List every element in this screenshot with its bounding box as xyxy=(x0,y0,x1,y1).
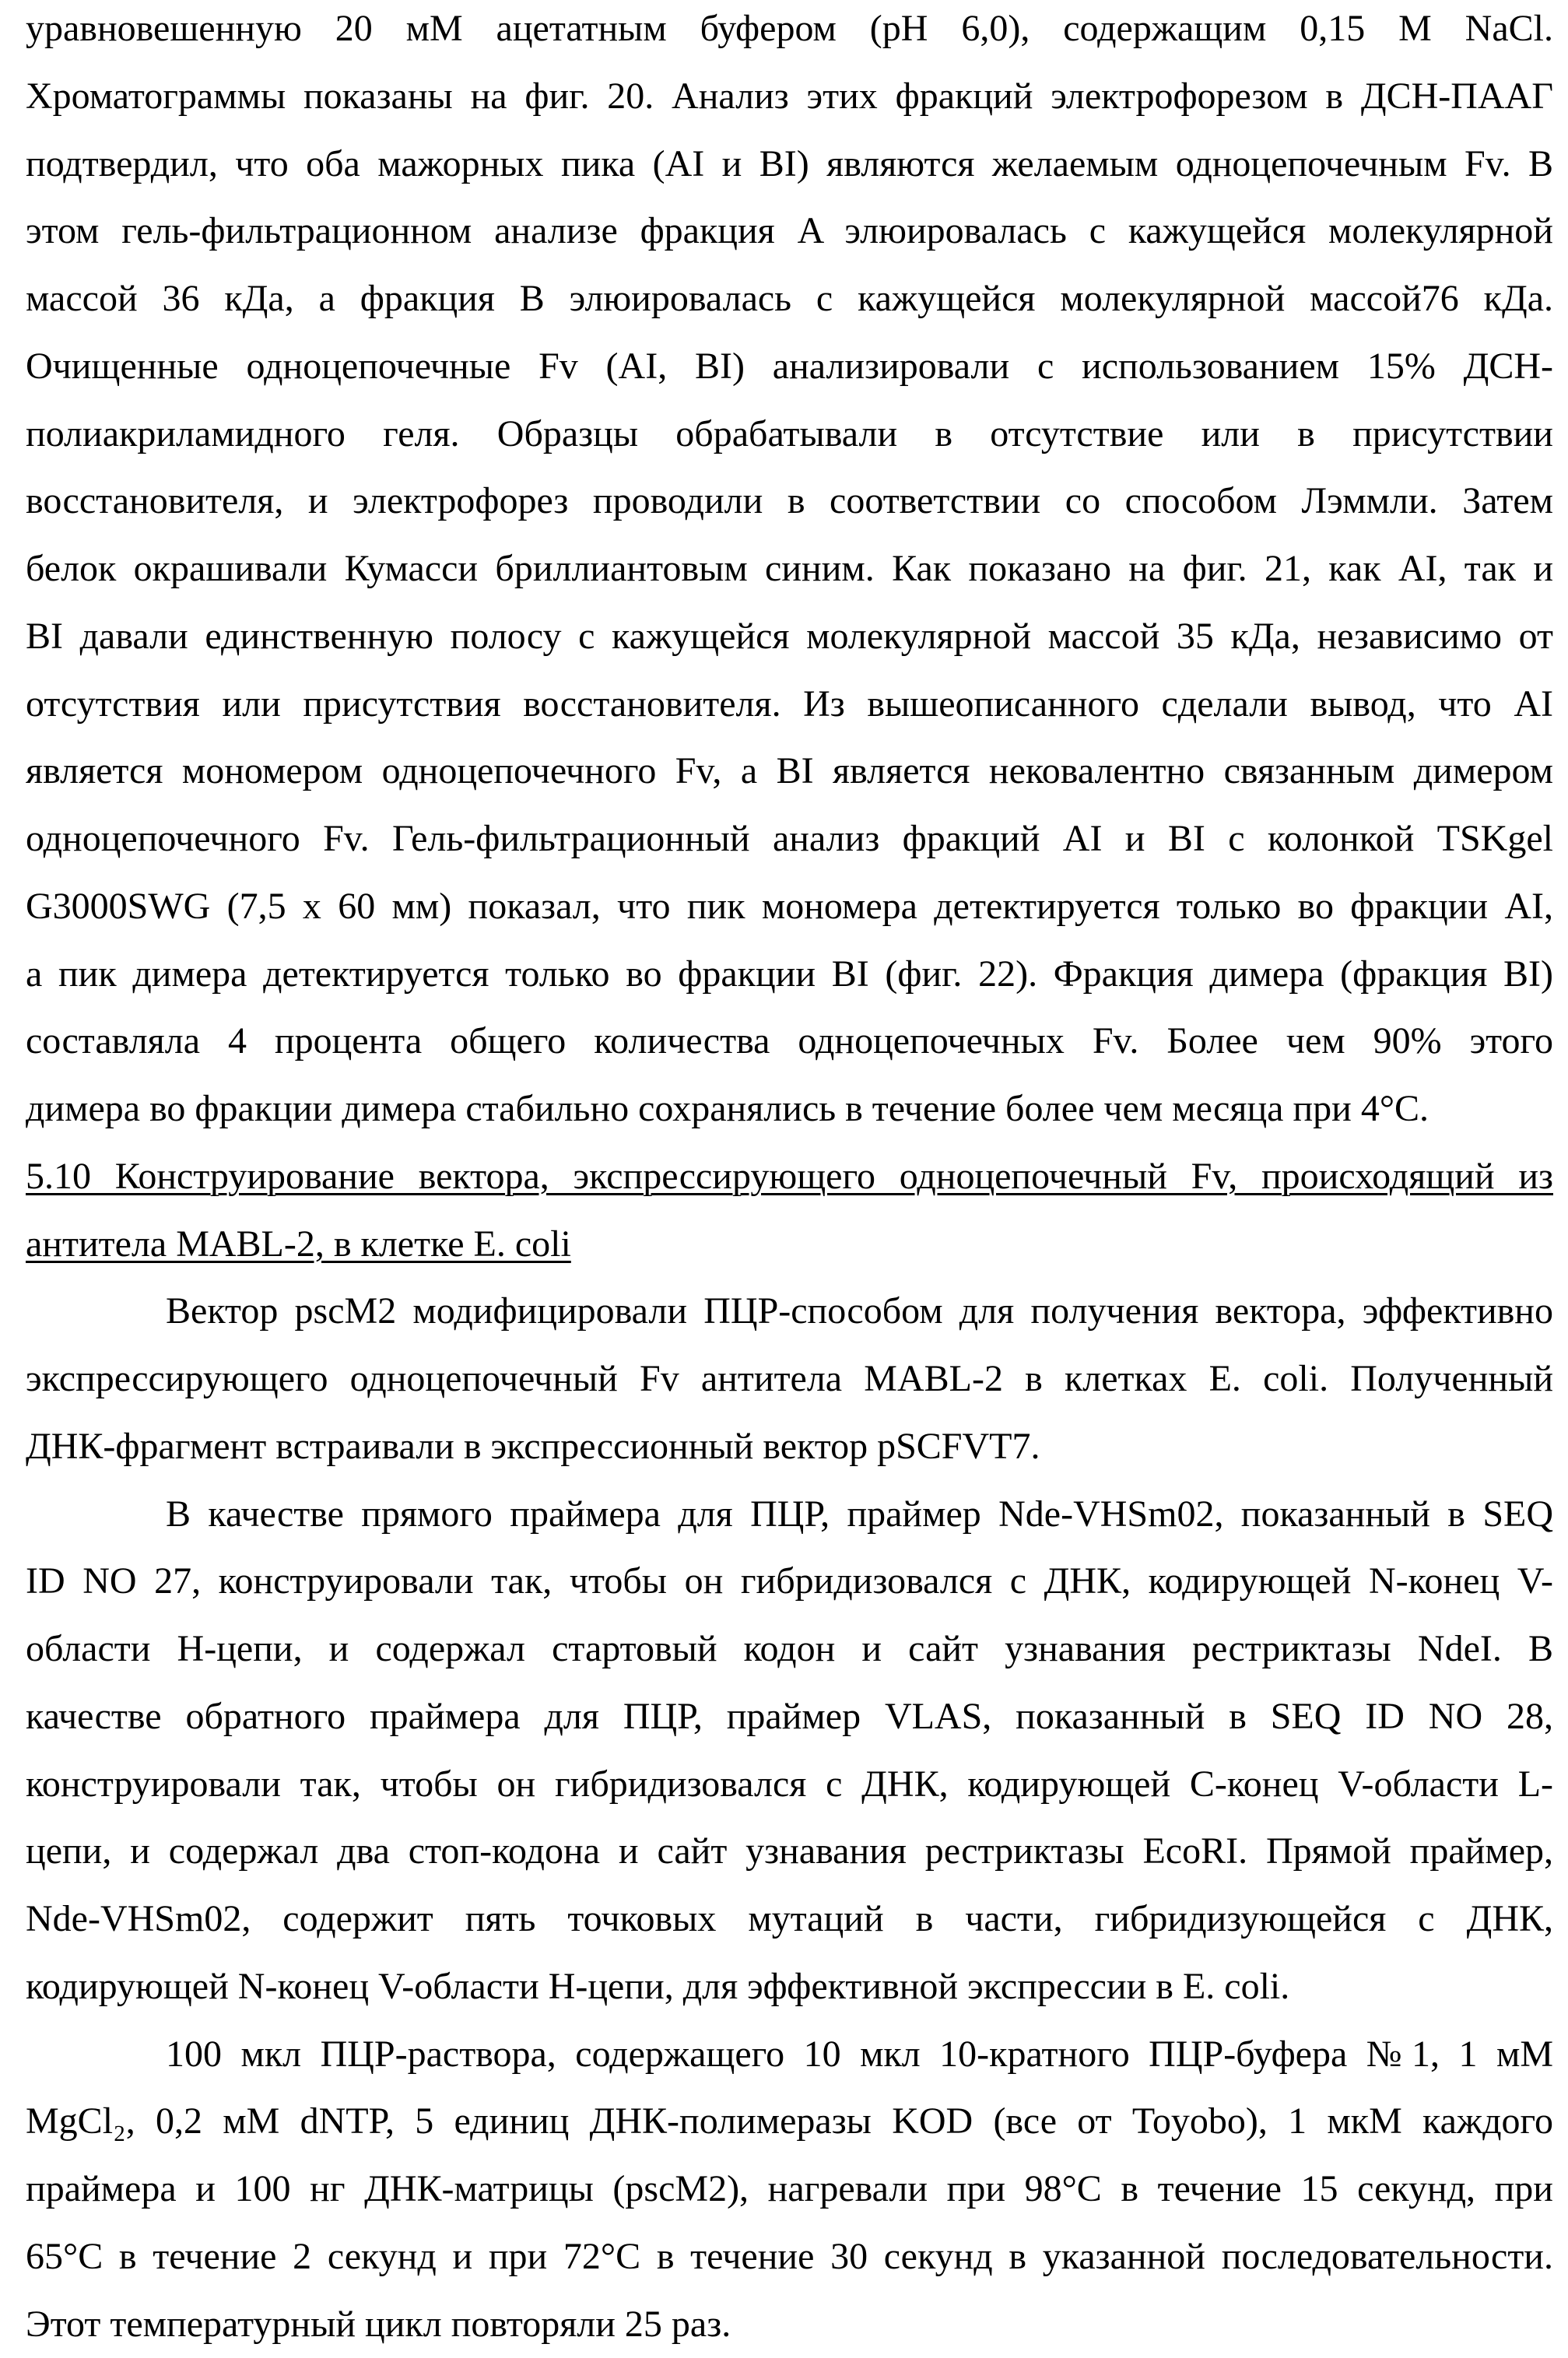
text-line: одноцепочечного Fv. Гель-фильтрационный анализ фракций AI и BI с колонкой TSKgel xyxy=(26,805,1553,873)
paragraph-p3 xyxy=(26,1481,1553,2021)
section-heading xyxy=(26,1143,1553,1279)
text-line-last: кодирующей N-конец V-области H-цепи, для эффективной экспрессии в E. coli. xyxy=(26,1953,1553,2021)
text-line: этом гель-фильтрационном анализе фракция A элюировалась с кажущейся молекулярной xyxy=(26,198,1553,265)
text-line: G3000SWG (7,5 x 60 мм) показал, что пик мономера детектируется только во фракции AI, xyxy=(26,873,1553,941)
text-line: праймера и 100 нг ДНК-матрицы (pscM2), нагревали при 98°C в течение 15 секунд, при xyxy=(26,2156,1553,2223)
document-page xyxy=(26,0,1553,2358)
text-line: Nde-VHSm02, содержит пять точковых мутаций в части, гибридизующейся с ДНК, xyxy=(26,1886,1553,1953)
text-line: полиакриламидного геля. Образцы обрабатывали в отсутствие или в присутствии xyxy=(26,401,1553,468)
text-line: массой 36 кДа, а фракция B элюировалась с кажущейся молекулярной массой76 кДа. xyxy=(26,265,1553,333)
text-line: качестве обратного праймера для ПЦР, праймер VLAS, показанный в SEQ ID NO 28, xyxy=(26,1683,1553,1751)
text-line: области H-цепи, и содержал стартовый кодон и сайт узнавания рестриктазы NdeI. В xyxy=(26,1616,1553,1683)
text-line-indented: Вектор pscM2 модифицировали ПЦР-способом для получения вектора, эффективно xyxy=(26,1278,1553,1346)
paragraph-p4 xyxy=(26,2021,1553,2358)
text-line: MgCl₂, 0,2 мМ dNTP, 5 единиц ДНК-полимеразы KOD (все от Toyobo), 1 мкМ каждого xyxy=(26,2088,1553,2156)
text-line: 65°C в течение 2 секунд и при 72°C в течение 30 секунд в указанной последовательности. xyxy=(26,2223,1553,2291)
text-line: отсутствия или присутствия восстановителя. Из вышеописанного сделали вывод, что AI xyxy=(26,671,1553,739)
text-line: составляла 4 процента общего количества одноцепочечных Fv. Более чем 90% этого xyxy=(26,1008,1553,1075)
text-line: белок окрашивали Кумасси бриллиантовым синим. Как показано на фиг. 21, как AI, так и xyxy=(26,535,1553,603)
text-line-last: Этот температурный цикл повторяли 25 раз. xyxy=(26,2291,1553,2358)
text-line-indented: 100 мкл ПЦР-раствора, содержащего 10 мкл 10-кратного ПЦР-буфера №1, 1 мМ xyxy=(26,2021,1553,2089)
section-heading-line: антитела MABL-2, в клетке E. coli xyxy=(26,1211,1553,1279)
paragraph-p2 xyxy=(26,1278,1553,1480)
text-line: BI давали единственную полосу с кажущейся молекулярной массой 35 кДа, независимо от xyxy=(26,603,1553,671)
text-line-indented: В качестве прямого праймера для ПЦР, праймер Nde-VHSm02, показанный в SEQ xyxy=(26,1481,1553,1549)
text-line: восстановителя, и электрофорез проводили в соответствии со способом Лэммли. Затем xyxy=(26,468,1553,535)
text-line: Хроматограммы показаны на фиг. 20. Анализ этих фракций электрофорезом в ДСН-ПААГ xyxy=(26,63,1553,131)
text-line: является мономером одноцепочечного Fv, а BI является нековалентно связанным димером xyxy=(26,738,1553,805)
text-line: ID NO 27, конструировали так, чтобы он гибридизовался с ДНК, кодирующей N-конец V- xyxy=(26,1548,1553,1616)
section-heading-line: 5.10 Конструирование вектора, экспрессирующего одноцепочечный Fv, происходящий из xyxy=(26,1143,1553,1211)
text-line-last: димера во фракции димера стабильно сохранялись в течение более чем месяца при 4°C. xyxy=(26,1075,1553,1143)
text-line: конструировали так, чтобы он гибридизовался с ДНК, кодирующей C-конец V-области L- xyxy=(26,1751,1553,1819)
text-line: а пик димера детектируется только во фракции BI (фиг. 22). Фракция димера (фракция BI) xyxy=(26,941,1553,1009)
text-line: цепи, и содержал два стоп-кодона и сайт узнавания рестриктазы EcoRI. Прямой праймер, xyxy=(26,1818,1553,1886)
text-line-last: ДНК-фрагмент встраивали в экспрессионный вектор pSCFVT7. xyxy=(26,1413,1553,1481)
text-line: Очищенные одноцепочечные Fv (AI, BI) анализировали с использованием 15% ДСН- xyxy=(26,333,1553,401)
text-line: подтвердил, что оба мажорных пика (AI и BI) являются желаемым одноцепочечным Fv. В xyxy=(26,131,1553,198)
text-line: экспрессирующего одноцепочечный Fv антитела MABL-2 в клетках E. coli. Полученный xyxy=(26,1346,1553,1413)
text-line: уравновешенную 20 мМ ацетатным буфером (pH 6,0), содержащим 0,15 M NaCl. xyxy=(26,0,1553,63)
paragraph-p1 xyxy=(26,0,1553,1143)
